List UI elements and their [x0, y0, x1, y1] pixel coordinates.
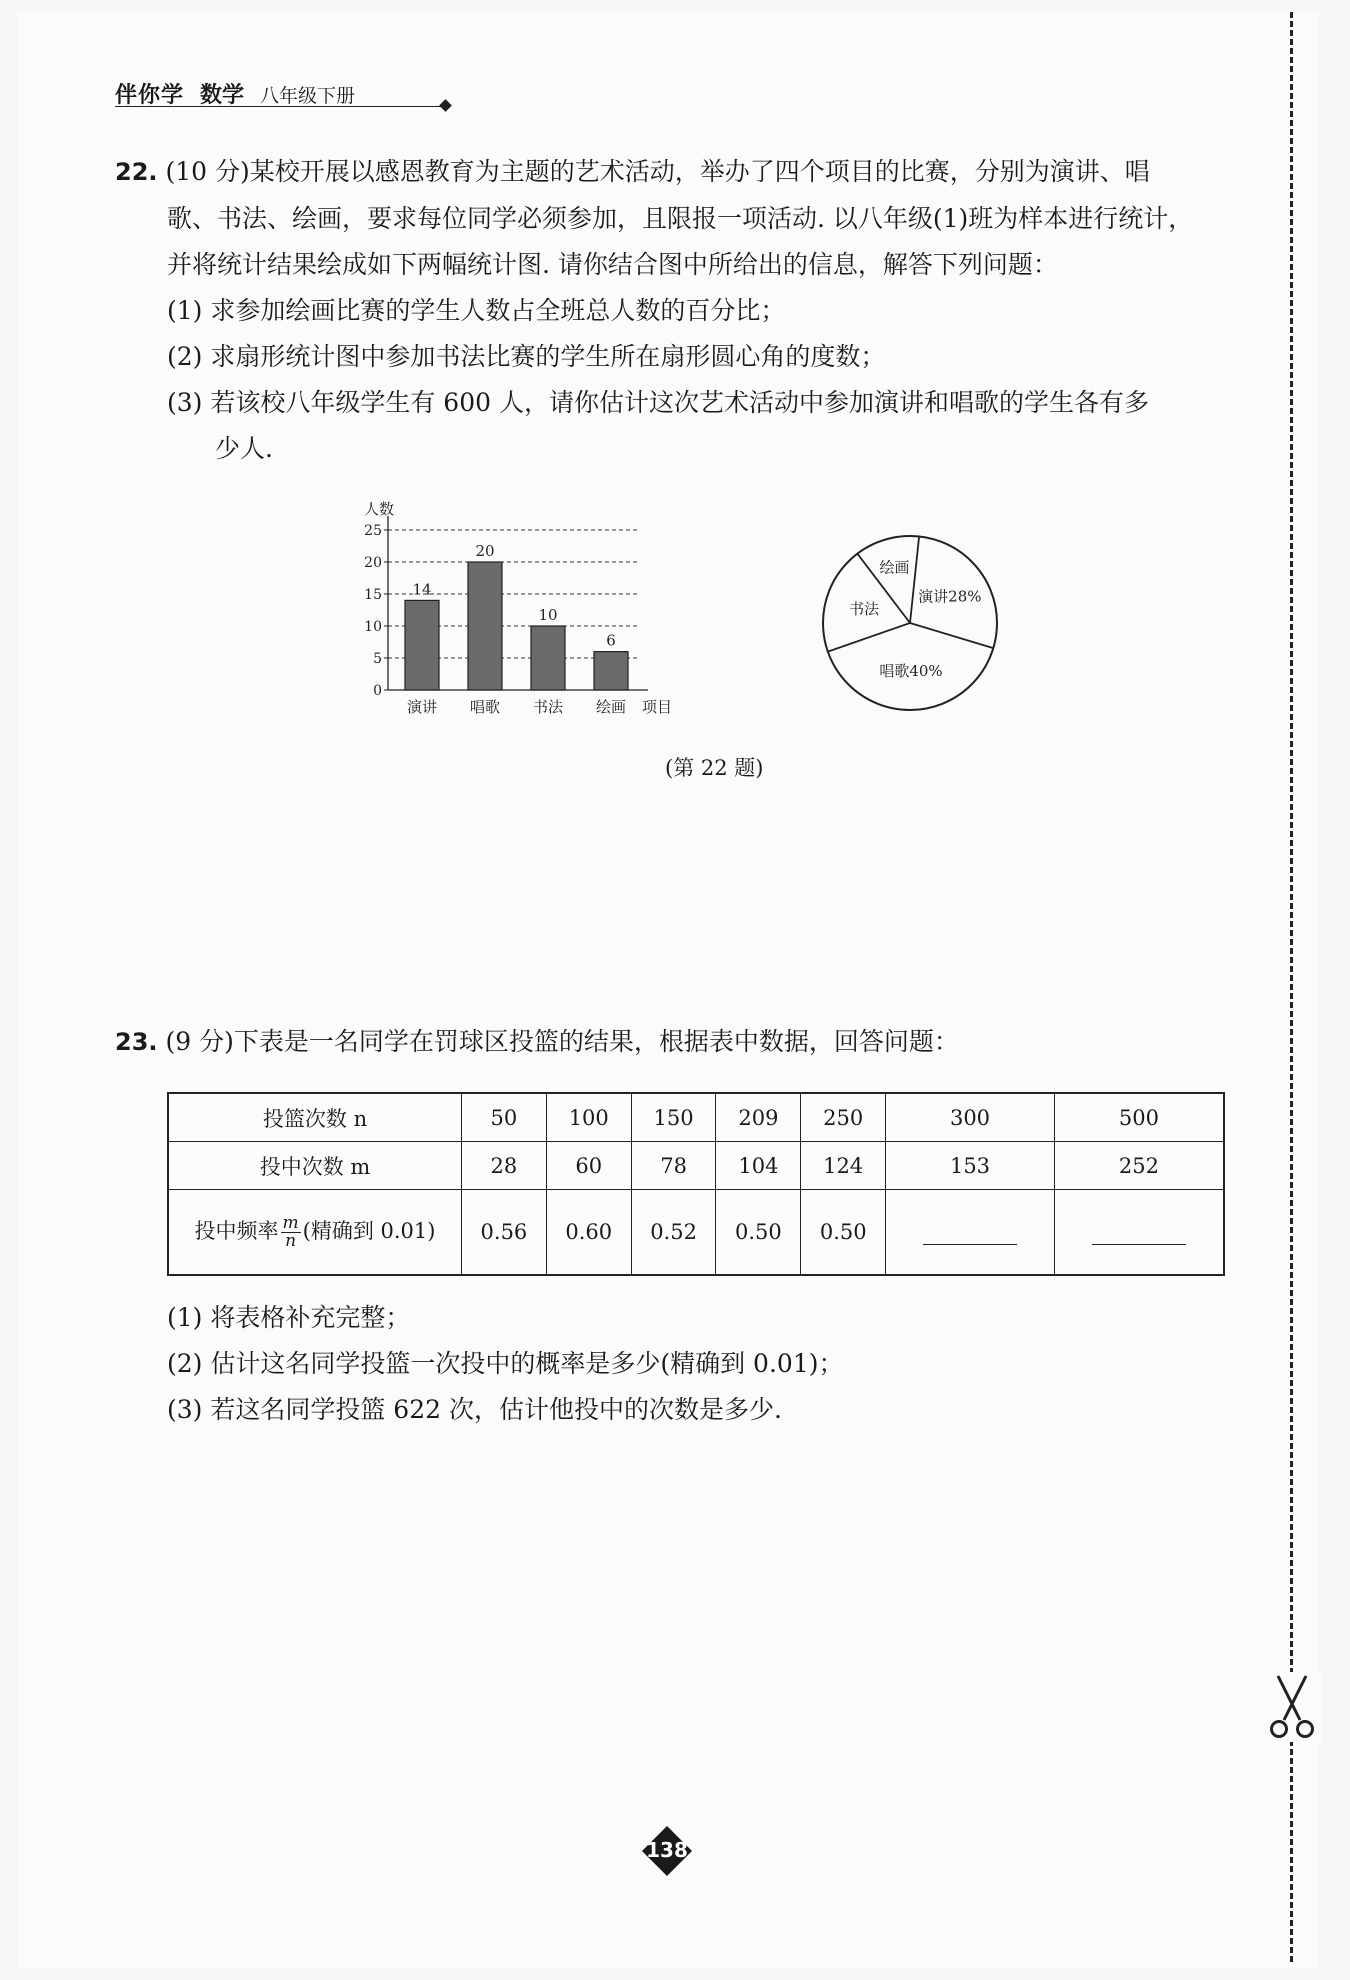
bar-绘画 — [594, 652, 628, 690]
row-label-freq — [168, 1190, 462, 1276]
table-row — [168, 1190, 1224, 1276]
table-cell: 78 — [631, 1142, 716, 1190]
q23-sub-1: (1) 将表格补充完整； — [167, 1303, 411, 1332]
table-cell: 209 — [716, 1093, 801, 1142]
x-tick-label: 唱歌 — [469, 698, 501, 716]
bar-演讲 — [405, 600, 439, 690]
q23-sub-3: (3) 若这名同学投篮 622 次，估计他投中的次数是多少. — [167, 1395, 782, 1424]
q23-number: 23. — [115, 1028, 158, 1056]
q22-text-1: (10 分)某校开展以感恩教育为主题的艺术活动，举办了四个项目的比赛，分别为演讲、唱 — [165, 157, 1150, 186]
table-row — [168, 1093, 1224, 1142]
y-tick-label: 20 — [364, 555, 382, 571]
table-cell: 0.52 — [631, 1190, 716, 1276]
answer-blank[interactable] — [923, 1222, 1017, 1245]
q23-line-1 — [115, 1022, 959, 1058]
y-tick-label: 15 — [364, 587, 382, 603]
q22-line-2: 歌、书法、绘画，要求每位同学必须参加，且限报一项活动. 以八年级(1)班为样本进行统计， — [167, 204, 1194, 233]
x-tick-label: 书法 — [532, 698, 564, 716]
pie-slice-label: 唱歌40% — [879, 661, 943, 680]
table-cell: 104 — [716, 1142, 801, 1190]
shots-table — [167, 1092, 1225, 1276]
answer-blank[interactable] — [1092, 1222, 1186, 1245]
y-tick-label: 10 — [364, 619, 382, 635]
table-cell: 252 — [1054, 1142, 1224, 1190]
table-row — [168, 1142, 1224, 1190]
table-cell: 0.60 — [546, 1190, 631, 1276]
q22-sub-1: (1) 求参加绘画比赛的学生人数占全班总人数的百分比； — [167, 296, 786, 325]
bar-value-label: 14 — [412, 580, 432, 599]
answer-blank-cell[interactable] — [886, 1190, 1055, 1276]
header-grade: 八年级下册 — [260, 85, 356, 107]
x-axis-title: 项目 — [642, 698, 673, 716]
answer-blank-cell[interactable] — [1054, 1190, 1224, 1276]
table-cell: 0.56 — [462, 1190, 547, 1276]
fraction-numerator: m — [282, 1212, 299, 1233]
cut-line — [1290, 12, 1293, 1962]
pie-slice-label: 书法 — [849, 600, 880, 619]
table-cell: 153 — [886, 1142, 1055, 1190]
table-cell: 0.50 — [801, 1190, 886, 1276]
y-tick-label: 5 — [373, 651, 382, 667]
scissors-icon — [1262, 1672, 1322, 1742]
header-rule — [115, 106, 445, 107]
table-cell: 60 — [546, 1142, 631, 1190]
q22-line-1 — [115, 152, 1150, 188]
q22-sub-3-cont: 少人. — [215, 434, 273, 463]
bar-value-label: 10 — [538, 606, 558, 624]
y-tick-label: 0 — [373, 683, 382, 699]
table-cell: 250 — [801, 1093, 886, 1142]
table-cell: 0.50 — [716, 1190, 801, 1276]
table-cell: 300 — [886, 1093, 1055, 1142]
row-label-hits — [168, 1142, 462, 1190]
row-label-shots — [168, 1093, 462, 1142]
y-tick-label: 25 — [364, 523, 382, 539]
page-number: 138 — [646, 1838, 688, 1862]
bar-书法 — [531, 626, 565, 690]
row-label-shots-text: 投篮次数 n — [262, 1106, 368, 1131]
bar-chart — [340, 490, 690, 730]
bar-唱歌 — [468, 562, 502, 690]
q22-caption: (第 22 题) — [665, 756, 764, 780]
table-cell: 124 — [801, 1142, 886, 1190]
table-cell: 500 — [1054, 1093, 1224, 1142]
q22-line-3: 并将统计结果绘成如下两幅统计图. 请你结合图中所给出的信息，解答下列问题： — [167, 250, 1058, 279]
header-brand: 伴你学 — [115, 83, 185, 108]
table-cell: 50 — [462, 1093, 547, 1142]
fraction-denominator: n — [285, 1230, 297, 1251]
row-label-hits-text: 投中次数 m — [259, 1154, 371, 1179]
row-label-freq-pre: 投中频率 — [194, 1218, 279, 1243]
q23-intro: (9 分)下表是一名同学在罚球区投篮的结果，根据表中数据，回答问题： — [165, 1027, 959, 1056]
x-tick-label: 演讲 — [406, 698, 438, 716]
pie-chart — [810, 530, 1010, 720]
q22-sub-3: (3) 若该校八年级学生有 600 人，请你估计这次艺术活动中参加演讲和唱歌的学生各有多 — [167, 388, 1149, 417]
table-cell: 100 — [546, 1093, 631, 1142]
fraction-m-over-n — [281, 1212, 301, 1251]
q22-number: 22. — [115, 158, 158, 186]
page-header — [115, 78, 455, 108]
pie-slice-label: 绘画 — [879, 558, 910, 577]
header-subject: 数学 — [200, 83, 245, 108]
x-tick-label: 绘画 — [595, 698, 627, 716]
bar-value-label: 20 — [475, 542, 495, 560]
bar-value-label: 6 — [606, 631, 616, 650]
pie-slice-label: 演讲28% — [918, 587, 982, 606]
q22-sub-2: (2) 求扇形统计图中参加书法比赛的学生所在扇形圆心角的度数； — [167, 342, 886, 371]
y-axis-title: 人数 — [364, 500, 395, 518]
q23-sub-2: (2) 估计这名同学投篮一次投中的概率是多少(精确到 0.01)； — [167, 1349, 844, 1378]
table-cell: 28 — [462, 1142, 547, 1190]
table-cell: 150 — [631, 1093, 716, 1142]
row-label-freq-post: (精确到 0.01) — [302, 1218, 436, 1243]
